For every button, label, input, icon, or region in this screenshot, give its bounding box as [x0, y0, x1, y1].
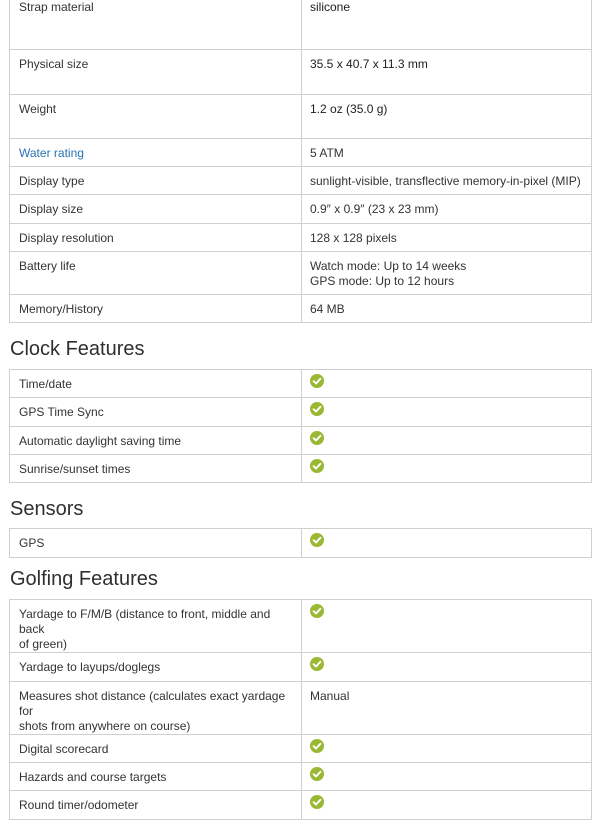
table-row: [10, 600, 592, 653]
spec-table-sensors: [9, 528, 592, 558]
feature-label: Round timer/odometer: [10, 791, 302, 820]
table-row: [10, 224, 592, 252]
spec-label: Physical size: [10, 50, 302, 95]
feature-label: GPS Time Sync: [10, 398, 302, 427]
check-circle-icon: [310, 402, 324, 416]
battery-watch-mode: Watch mode: Up to 14 weeks: [310, 259, 467, 273]
spec-value: 128 x 128 pixels: [302, 224, 592, 252]
table-row: [10, 791, 592, 820]
table-row: [10, 763, 592, 791]
feature-label: Time/date: [10, 370, 302, 398]
section-title-golfing-features: Golfing Features: [10, 568, 158, 590]
check-circle-icon: [310, 739, 324, 753]
feature-label: Yardage to layups/doglegs: [10, 653, 302, 682]
spec-label: Strap material: [10, 0, 302, 50]
table-row: [10, 682, 592, 735]
check-circle-icon: [310, 795, 324, 809]
spec-value: [302, 252, 592, 295]
check-circle-icon: [310, 604, 324, 618]
table-row: [10, 427, 592, 455]
spec-table-general: [9, 0, 592, 323]
feature-label: Hazards and course targets: [10, 763, 302, 791]
table-row: [10, 252, 592, 295]
section-title-sensors: Sensors: [10, 498, 84, 520]
spec-value: sunlight-visible, transflective memory-in-pixel (MIP): [302, 167, 592, 195]
table-row: [10, 398, 592, 427]
check-circle-icon: [310, 767, 324, 781]
water-rating-link[interactable]: Water rating: [19, 146, 84, 160]
spec-label: Weight: [10, 95, 302, 139]
feature-label-line: Measures shot distance (calculates exact yardage for: [19, 689, 286, 718]
feature-label: [10, 682, 302, 735]
table-row: [10, 653, 592, 682]
feature-label-line: shots from anywhere on course): [19, 719, 191, 733]
spec-value: silicone: [302, 0, 592, 50]
feature-label: [10, 600, 302, 653]
table-row: [10, 95, 592, 139]
feature-label-line: of green): [19, 637, 68, 651]
table-row: [10, 370, 592, 398]
section-title-clock-features: Clock Features: [10, 338, 145, 360]
spec-table-golfing: [9, 599, 592, 820]
feature-label: Sunrise/sunset times: [10, 455, 302, 483]
feature-label: Digital scorecard: [10, 735, 302, 763]
check-circle-icon: [310, 657, 324, 671]
spec-label: Display size: [10, 195, 302, 224]
table-row: [10, 529, 592, 558]
table-row: [10, 455, 592, 483]
check-circle-icon: [310, 374, 324, 388]
spec-label: Display resolution: [10, 224, 302, 252]
spec-label: [10, 139, 302, 167]
check-circle-icon: [310, 459, 324, 473]
check-circle-icon: [310, 431, 324, 445]
feature-label-line: Yardage to F/M/B (distance to front, middle and back: [19, 607, 271, 636]
spec-label: Battery life: [10, 252, 302, 295]
spec-value: 1.2 oz (35.0 g): [302, 95, 592, 139]
feature-value: Manual: [302, 682, 592, 735]
check-circle-icon: [310, 533, 324, 547]
spec-table-clock: [9, 369, 592, 483]
table-row: [10, 0, 592, 50]
spec-value: 0.9″ x 0.9″ (23 x 23 mm): [302, 195, 592, 224]
table-row: [10, 50, 592, 95]
table-row: [10, 735, 592, 763]
battery-gps-mode: GPS mode: Up to 12 hours: [310, 274, 455, 288]
spec-value: 64 MB: [302, 295, 592, 323]
table-row: [10, 139, 592, 167]
table-row: [10, 195, 592, 224]
spec-value: 35.5 x 40.7 x 11.3 mm: [302, 50, 592, 95]
feature-label: GPS: [10, 529, 302, 558]
table-row: [10, 167, 592, 195]
spec-value: 5 ATM: [302, 139, 592, 167]
spec-label: Display type: [10, 167, 302, 195]
feature-label: Automatic daylight saving time: [10, 427, 302, 455]
spec-label: Memory/History: [10, 295, 302, 323]
table-row: [10, 295, 592, 323]
